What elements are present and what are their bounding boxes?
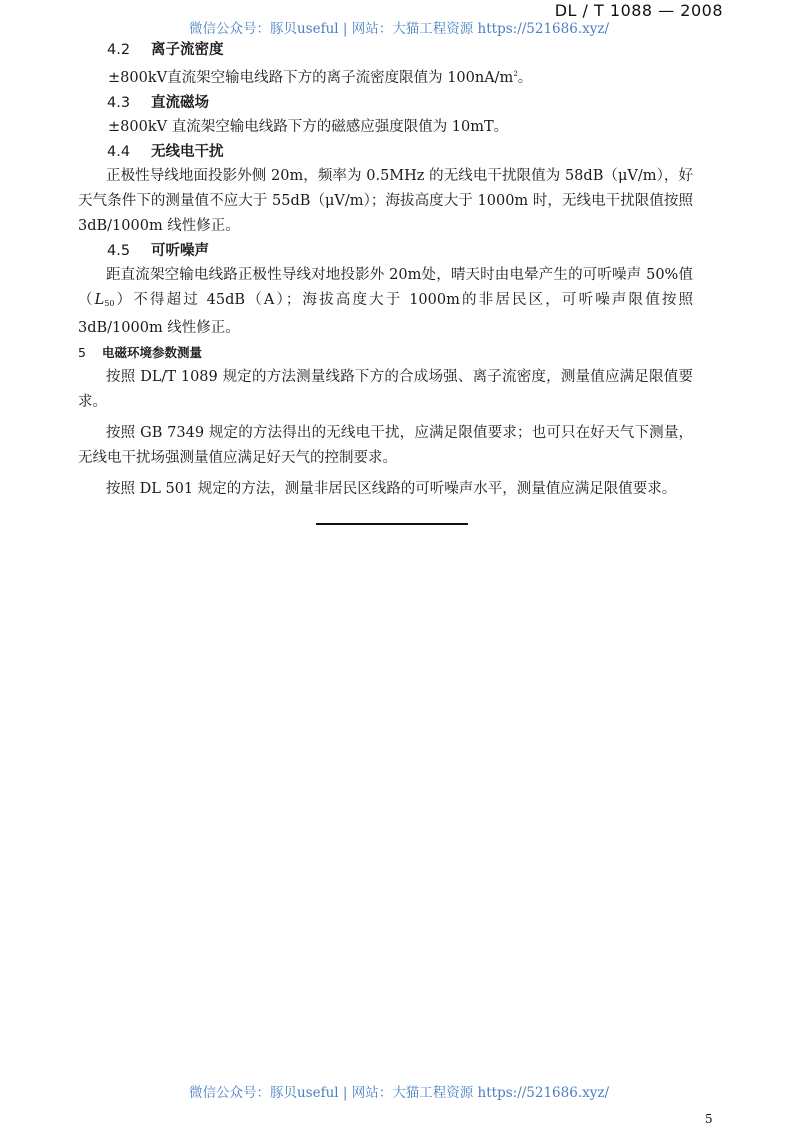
watermark-top: 微信公众号：豚贝useful | 网站：大猫工程资源 https://521686.xyz/ xyxy=(188,21,610,37)
section-number: 4.4 xyxy=(107,144,131,160)
section-text-4-3: ±800kV 直流架空输电线路下方的磁感应强度限值为 10mT。 xyxy=(108,119,509,135)
text-span: 。 xyxy=(517,70,533,86)
section-heading-4-5 xyxy=(107,239,725,263)
section-text-4-4: 正极性导线地面投影外侧 20m，频率为 0.5MHz 的无线电干扰限值为 58dB（μV/m），好天气条件下的测量值不应大于 55dB（μV/m）；海拔高度大于 1000m 时，无线电干扰限值按照 3dB/1000m 线性修正。 xyxy=(78,168,693,234)
section-5-paragraph-3: 按照 DL 501 规定的方法，测量非居民区线路的可听噪声水平，测量值应满足限值要求。 xyxy=(106,481,677,497)
document-body xyxy=(78,38,725,502)
section-number: 4.2 xyxy=(107,42,131,58)
subscript: 50 xyxy=(104,299,115,308)
section-title: 无线电干扰 xyxy=(151,144,224,160)
section-title: 离子流密度 xyxy=(151,42,224,58)
text-span: ±800kV直流架空输电线路下方的离子流密度限值为 100nA/m xyxy=(108,70,514,86)
superscript: 2 xyxy=(513,70,518,78)
section-title: 可听噪声 xyxy=(151,243,209,259)
watermark-bottom: 微信公众号：豚贝useful | 网站：大猫工程资源 https://521686.xyz/ xyxy=(188,1085,610,1101)
standard-code-header: DL / T 1088 — 2008 xyxy=(554,1,723,20)
section-number: 5 xyxy=(78,345,86,360)
section-number: 4.3 xyxy=(107,95,131,111)
text-span: 距直流架空输电线路正极性导线对地投影外 20m处，晴天时由电晕产生的可听噪声 50%值（ xyxy=(78,267,693,308)
end-of-document-rule xyxy=(316,523,468,525)
section-text-4-5 xyxy=(78,263,693,341)
section-5-paragraph-2: 按照 GB 7349 规定的方法得出的无线电干扰，应满足限值要求；也可只在好天气下测量，无线电干扰场强测量值应满足好天气的控制要求。 xyxy=(78,425,693,466)
section-heading-4-2 xyxy=(107,38,725,62)
page-number: 5 xyxy=(705,1112,713,1126)
section-heading-4-3 xyxy=(107,91,725,115)
section-title: 直流磁场 xyxy=(151,95,209,111)
section-text-4-2 xyxy=(108,62,693,91)
section-heading-4-4 xyxy=(107,140,725,164)
section-5-paragraph-1: 按照 DL/T 1089 规定的方法测量线路下方的合成场强、离子流密度，测量值应满足限值要求。 xyxy=(78,369,693,410)
text-span: ）不得超过 45dB（A）；海拔高度大于 1000m的非居民区，可听噪声限值按照 3dB/1000m 线性修正。 xyxy=(78,292,693,336)
section-title: 电磁环境参数测量 xyxy=(102,345,203,360)
symbol-L: L xyxy=(94,292,105,308)
section-heading-5 xyxy=(78,341,725,365)
section-number: 4.5 xyxy=(107,243,131,259)
